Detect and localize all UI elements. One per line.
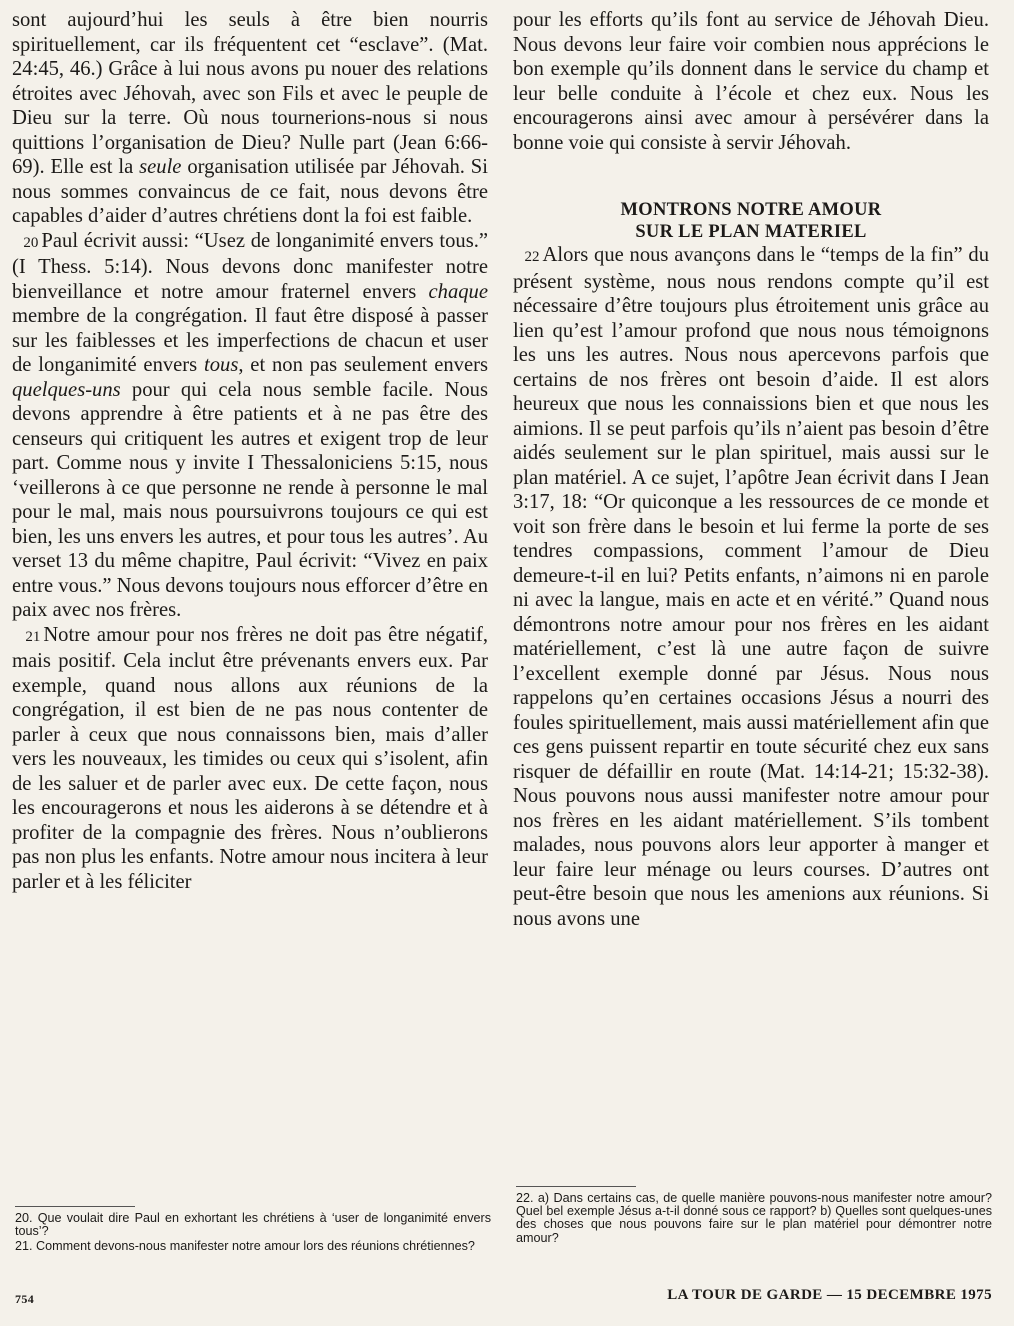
right-column — [513, 8, 989, 931]
footnote-20: 20. Que voulait dire Paul en exhortant les chrétiens à ‘user de longanimité envers tous’? — [15, 1211, 491, 1239]
emphasis-quelques-uns: quelques-uns — [12, 378, 121, 401]
emphasis-tous: tous — [204, 354, 239, 376]
paragraph-number: 21 — [25, 628, 41, 645]
paragraph-20: 20 Paul écrivit aussi: “Usez de longanimité envers tous.” (I Thess. 5:14). Nous devons donc manifester notre bienveillance et notre amour fraternel envers chaque membre de la congrégation. Il faut être disposé à passer sur les faiblesses et les imperfections de chacun et user de longanimité envers tous, et non pas seulement envers quelques-uns pour qui cela nous semble facile. Nous devons apprendre à être patients et à ne pas être des censeurs qui critiquent les autres et exigent trop de leur part. Comme nous y invite I Thessaloniciens 5:15, nous ‘veillerons à ce que personne ne rende à personne le mal pour le mal, mais nous poursuivrons toujours ce qui est bien, les uns envers les autres, et pour tous les autres’. Au verset 13 du même chapitre, Paul écrivit: “Vivez en paix entre vous.” Nous devons toujours nous efforcer d’être en paix avec nos frères. — [12, 229, 488, 621]
page-number: 754 — [15, 1292, 35, 1306]
paragraph-22: 22 Alors que nous avançons dans le “temps de la fin” du présent système, nous nous rendons compte qu’il est nécessaire d’être toujours plus étroitement unis grâce au lien qu’est l’amour profond que nous nous témoignons les uns les autres. Nous nous apercevons parfois que certains de nos frères ont besoin d’aide. Il est alors heureux que nous les connaissions bien et que nous les aimions. Il se peut parfois qu’ils n’aient pas besoin d’être aidés seulement sur le plan spirituel, mais aussi sur le plan matériel. A ce sujet, l’apôtre Jean écrivit dans I Jean 3:17, 18: “Or quiconque a les ressources de ce monde et voit son frère dans le besoin et lui ferme la porte de ses tendres compassions, comment l’amour de Dieu demeure-t-il en lui? Petits enfants, n’aimons ni en parole ni avec la langue, mais en acte et en vérité.” Quand nous démontrons notre amour pour nos frères en les aidant matériellement, c’est là une autre façon de suivre l’excellent exemple donné par Jésus. Nous nous rappelons qu’en certaines occasions Jésus a nourri des foules spirituellement, mais aussi matériellement afin que ces gens puissent repartir en toute sécurité chez eux sans risquer de défaillir en route (Mat. 14:14-21; 15:32-38). Nous pouvons nous aussi manifester notre amour pour nos frères en les aidant matériellement. S’ils tombent malades, nous pouvons alors leur apporter à manger et leur faire leur ménage ou leurs courses. D’autres ont peut-être besoin que nous les amenions aux réunions. Si nous avons une — [513, 244, 990, 930]
paragraph-21: 21 Notre amour pour nos frères ne doit pas être négatif, mais positif. Cela inclut être prévenants envers eux. Par exemple, quand nous allons aux réunions de la congrégation, il est bien de ne pas nous contenter de parler à ceux que nous connaissons bien, mais d’aller vers les nouveaux, les timides ou ceux qui s’isolent, afin de les saluer et de parler avec eux. De cette façon, nous les encouragerons et nous les aiderons à se détendre et à profiter de la compagnie des frères. Nous n’oublierons pas non plus les enfants. Notre amour nous incitera à leur parler et à les féliciter — [12, 623, 489, 893]
section-heading: MONTRONS NOTRE AMOUR SUR LE PLAN MATERIEL — [620, 200, 882, 242]
running-title: LA TOUR DE GARDE — 15 DECEMBRE 1975 — [667, 1287, 992, 1303]
footnote-divider — [516, 1186, 636, 1187]
emphasis-chaque: chaque — [428, 280, 488, 303]
paragraph-number: 22 — [524, 249, 540, 265]
footnotes-right — [516, 1186, 992, 1245]
footnote-22: 22. a) Dans certains cas, de quelle manière pouvons-nous manifester notre amour? Quel bel exemple Jésus a-t-il donné sous ce rapport? b) Quelles sont quelques-unes des choses que nous pouvons faire sur le plan matériel pour démontrer notre amour? — [516, 1191, 992, 1245]
paragraph-19-continued: sont aujourd’hui les seuls à être bien nourris spirituellement, car ils fréquentent cet “esclave”. (Mat. 24:45, 46.) Grâce à lui nous avons pu nouer des relations étroites avec Jéhovah, avec son Fils et avec le peuple de Dieu sur la terre. Où nous tournerions-nous si nous quittions l’organisation de Dieu? Nulle part (Jean 6:66-69). Elle est la seule organisation utilisée par Jéhovah. Si nous sommes convaincus de ce fait, nous devons être capables d’aider d’autres chrétiens dont la foi est faible. — [12, 9, 488, 227]
footnotes-left — [15, 1206, 491, 1254]
left-column — [12, 8, 488, 894]
footnote-21: 21. Comment devons-nous manifester notre amour lors des réunions chrétiennes? — [15, 1239, 475, 1254]
paragraph-21-continued: pour les efforts qu’ils font au service de Jéhovah Dieu. Nous devons leur faire voir combien nous apprécions le bon exemple qu’ils donnent dans le service du champ et leur belle conduite à l’école et chez eux. Nous les encouragerons ainsi avec amour à persévérer dans la bonne voie qui consiste à servir Jéhovah. — [513, 9, 989, 154]
footnote-divider — [15, 1206, 135, 1207]
emphasis-seule: seule — [139, 156, 182, 178]
paragraph-number: 20 — [23, 234, 39, 251]
